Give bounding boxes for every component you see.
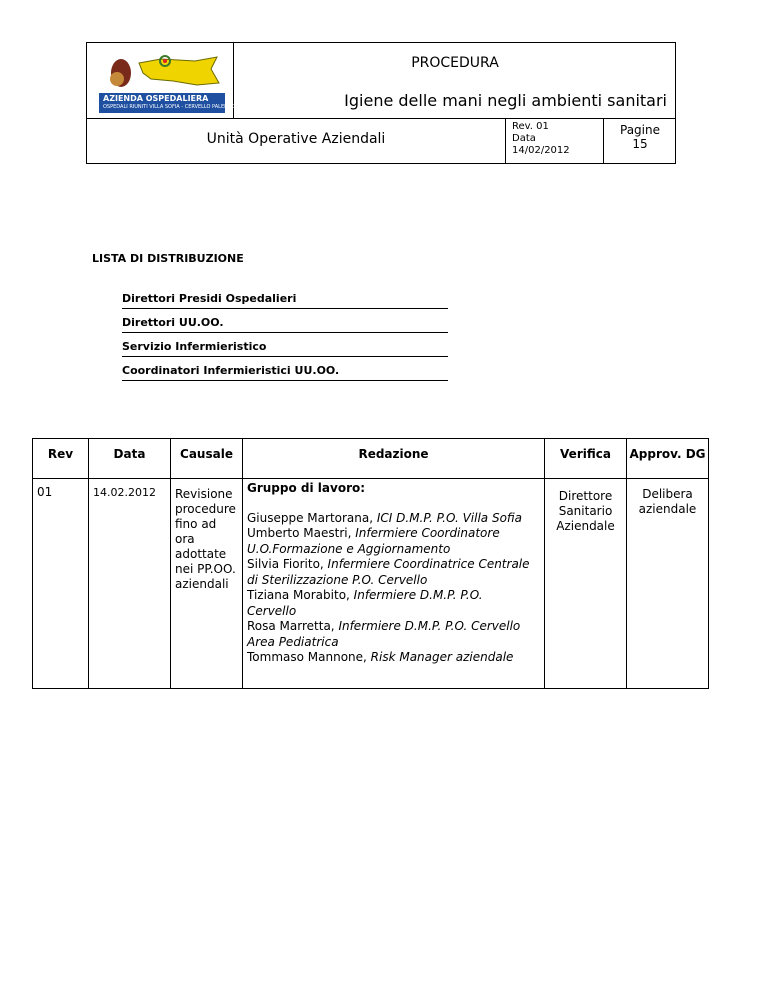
redazione-line: Silvia Fiorito, Infermiere Coordinatrice Centrale: [247, 557, 530, 571]
date-label: Data: [512, 133, 536, 144]
redazione-line: Cervello: [247, 603, 297, 618]
revision-date: 14/02/2012: [512, 145, 570, 156]
table-header-row: [33, 439, 709, 479]
distribution-item: Direttori UU.OO.: [122, 314, 448, 333]
redazione-line: di Sterilizzazione P.O. Cervello: [247, 572, 428, 587]
distribution-item: Direttori Presidi Ospedalieri: [122, 290, 448, 309]
cell-causale: Revisione procedure fino ad ora adottate nei PP.OO. aziendali: [171, 479, 243, 689]
pages-info: [603, 123, 677, 151]
revision-table: [32, 438, 709, 689]
doc-title: Igiene delle mani negli ambienti sanitari: [344, 91, 667, 110]
table-row: [33, 479, 709, 689]
pages-value: 15: [632, 137, 648, 151]
header-redazione: Redazione: [243, 439, 545, 479]
header-data: Data: [89, 439, 171, 479]
unit-label: Unità Operative Aziendali: [206, 131, 386, 147]
cell-rev: 01: [33, 479, 89, 689]
redazione-line: Area Pediatrica: [247, 634, 339, 649]
header-rev: Rev: [33, 439, 89, 479]
header-verifica: Verifica: [545, 439, 627, 479]
hospital-logo: [99, 49, 236, 113]
doc-type: PROCEDURA: [411, 55, 499, 71]
logo-cell: [87, 43, 234, 118]
redazione-line: U.O.Formazione e Aggiornamento: [247, 541, 451, 556]
redazione-line: Rosa Marretta, Infermiere D.M.P. P.O. Cervello: [247, 619, 521, 633]
revision-number: Rev. 01: [512, 121, 549, 132]
cell-redazione: [243, 479, 545, 689]
cell-approv: Delibera aziendale: [627, 479, 709, 689]
redazione-line: Giuseppe Martorana, ICI D.M.P. P.O. Villa Sofia: [247, 510, 523, 525]
cell-verifica: Direttore Sanitario Aziendale: [545, 479, 627, 689]
header-causale: Causale: [171, 439, 243, 479]
cell-data: 14.02.2012: [89, 479, 171, 689]
logo-text-sub: OSPEDALI RIUNITI VILLA SOFIA - CERVELLO PALERMO: [103, 104, 236, 110]
revision-info: [512, 121, 570, 157]
header-approv: Approv. DG: [627, 439, 709, 479]
redazione-title: Gruppo di lavoro:: [247, 481, 366, 495]
redazione-line: Tommaso Mannone, Risk Manager aziendale: [247, 650, 514, 664]
logo-text-main: AZIENDA OSPEDALIERA: [103, 94, 209, 103]
redazione-line: Tiziana Morabito, Infermiere D.M.P. P.O.: [247, 588, 483, 602]
distribution-title: LISTA DI DISTRIBUZIONE: [92, 252, 244, 265]
distribution-item: Servizio Infermieristico: [122, 338, 448, 357]
sicily-map-icon: [99, 49, 225, 93]
document-header: [86, 42, 676, 164]
distribution-item: Coordinatori Infermieristici UU.OO.: [122, 362, 448, 381]
pages-label: Pagine: [620, 123, 660, 137]
redazione-line: Umberto Maestri, Infermiere Coordinatore: [247, 526, 500, 540]
